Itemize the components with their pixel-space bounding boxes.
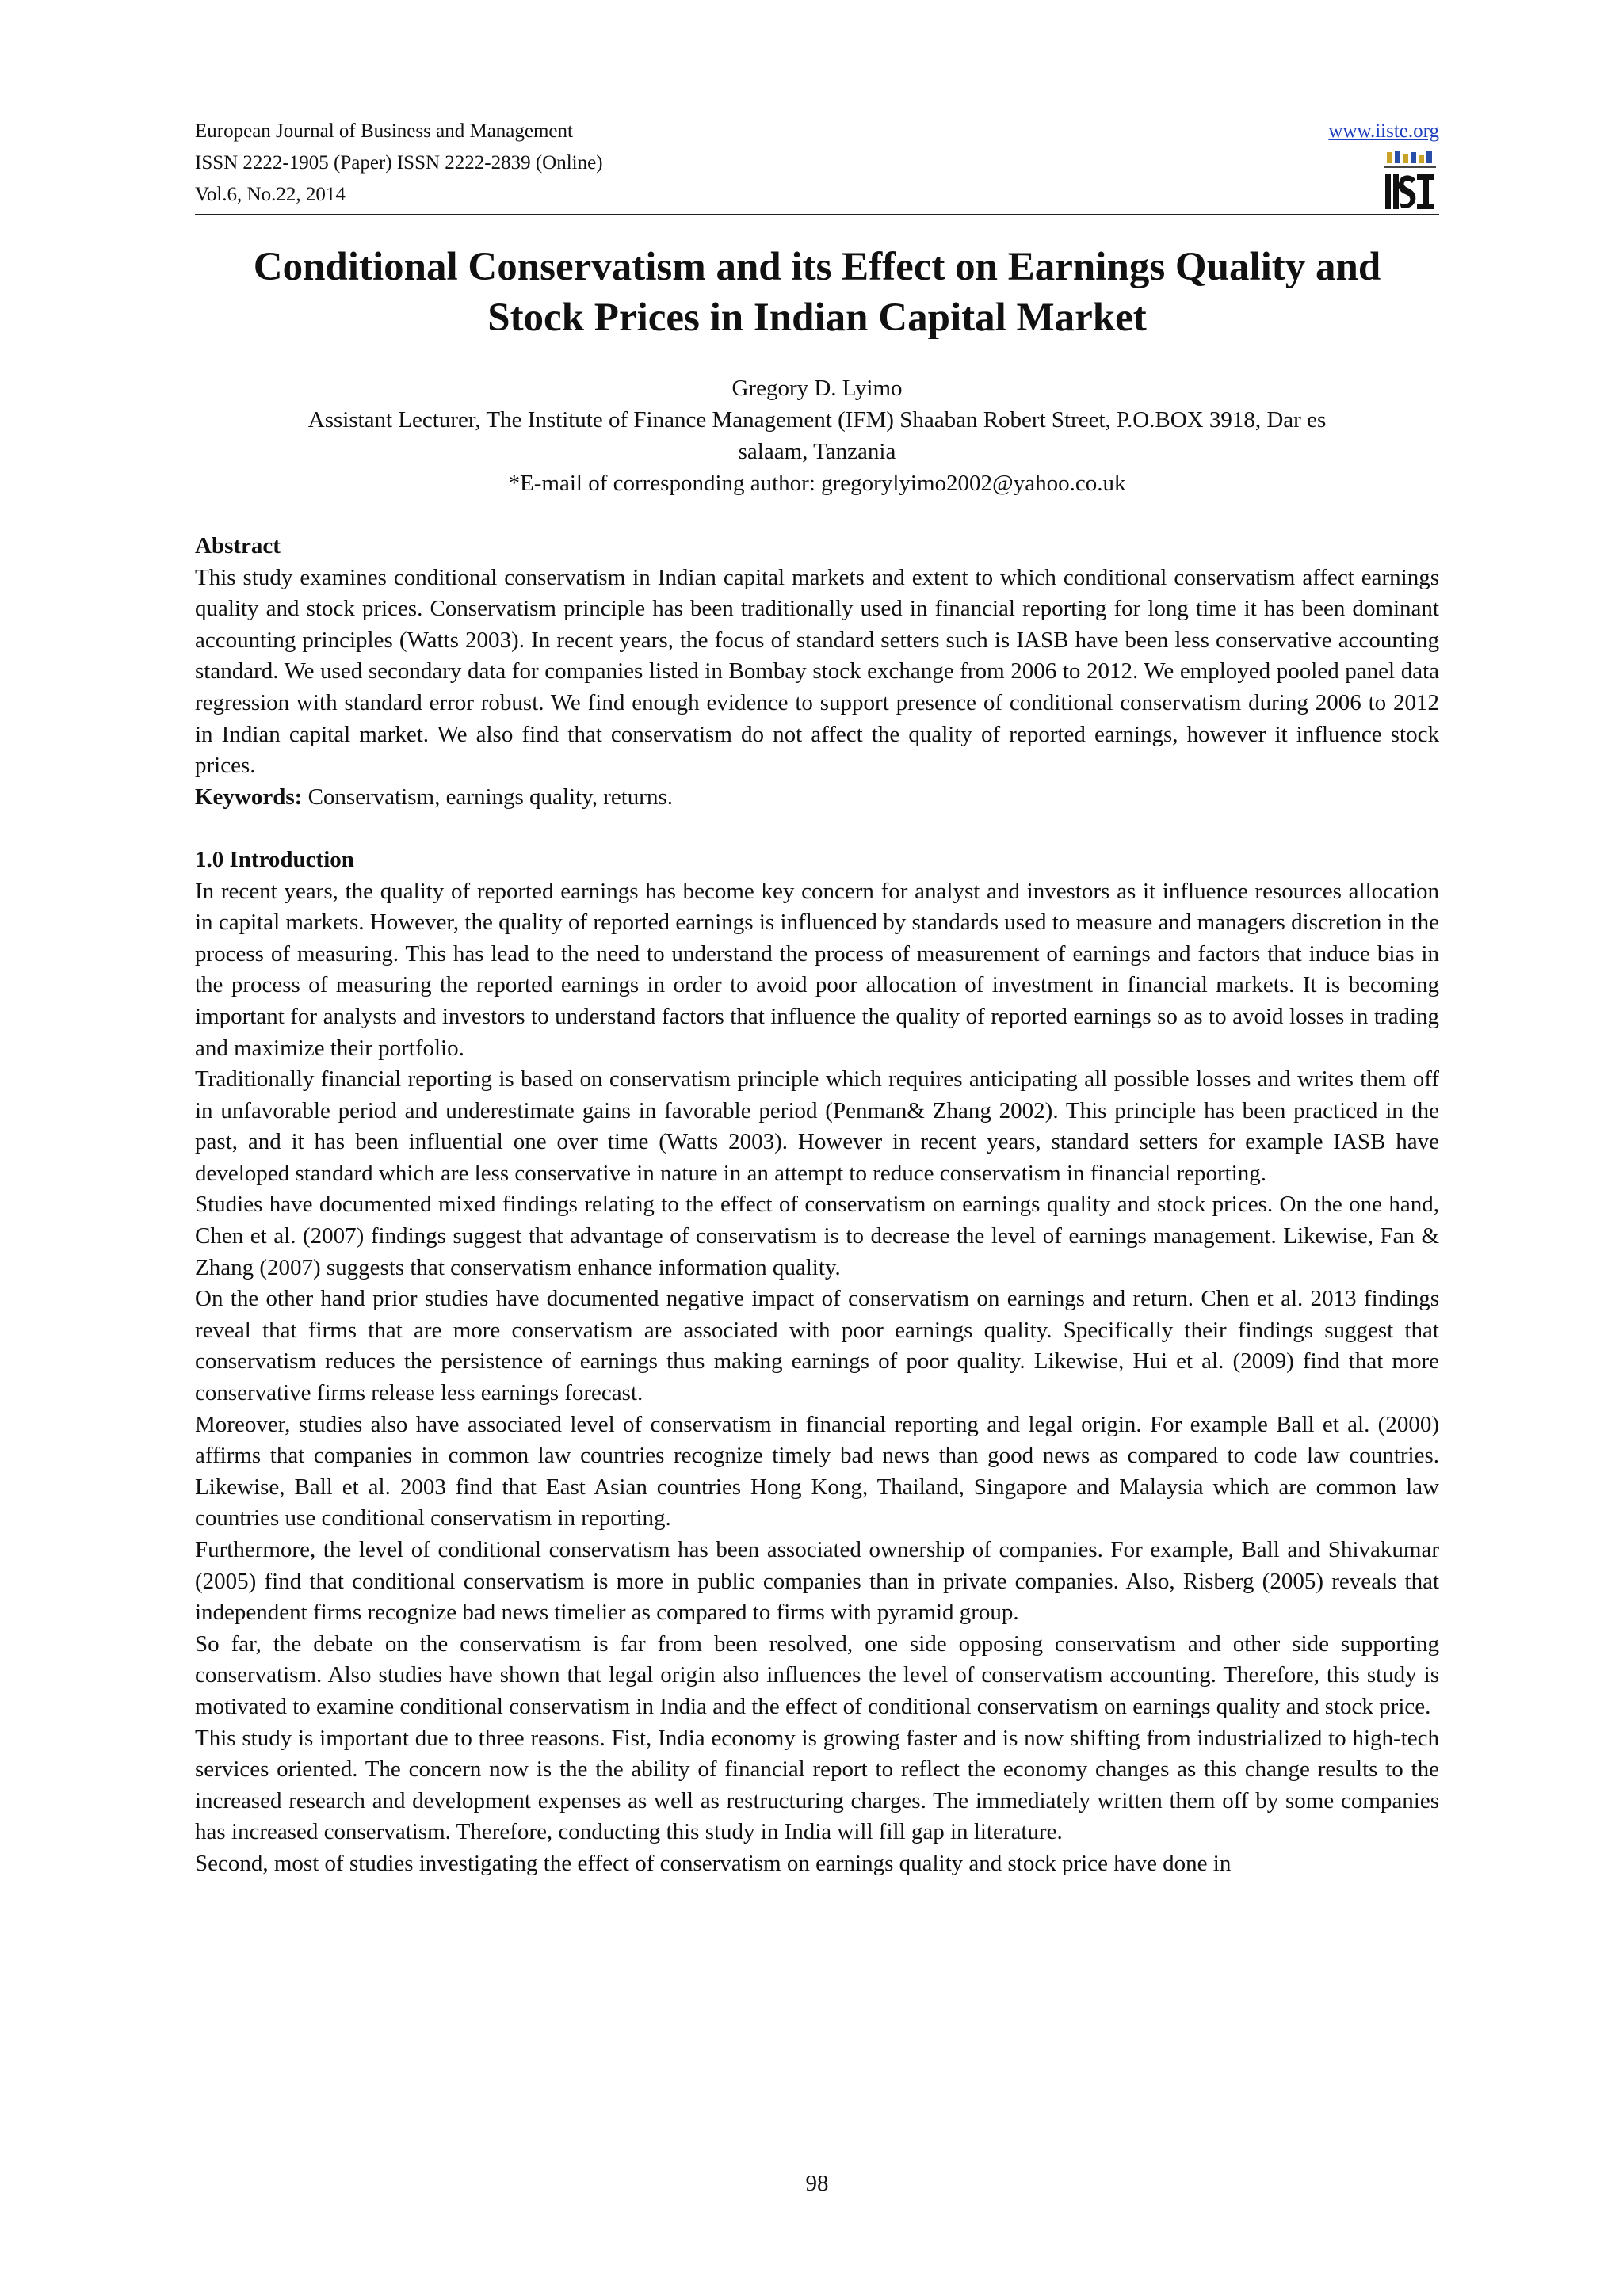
- journal-volume: Vol.6, No.22, 2014: [195, 184, 346, 205]
- abstract-heading: Abstract: [195, 533, 281, 559]
- author-affiliation-line-2: salaam, Tanzania: [738, 439, 896, 464]
- intro-paragraph-6: Furthermore, the level of conditional conservatism has been associated ownership of companies. For example, Ball and Shivakumar (2005) find that conditional conservatism is more in public companies than in private companies. Also, Risberg (2005) reveals that independent firms recognize bad news timelier as compared to firms with pyramid group.: [195, 1537, 1439, 1626]
- intro-paragraph-2: Traditionally financial reporting is based on conservatism principle which requires anticipating all possible losses and writes them off in unfavorable period and underestimate gains in favorable period (Penman& Zhang 2002). This principle has been practiced in the past, and it has been influential one over time (Watts 2003). However in recent years, standard setters for example IASB have developed standard which are less conservative in nature in an attempt to reduce conservatism in financial reporting.: [195, 1066, 1439, 1186]
- abstract-text: This study examines conditional conservatism in Indian capital markets and extent to which conditional conservatism affect earnings quality and stock prices. Conservatism principle has been traditionally used in financial reporting for long time it has been dominant accounting principles (Watts 2003). In recent years, the focus of standard setters such is IASB have been less conservative accounting standard. We used secondary data for companies listed in Bombay stock exchange from 2006 to 2012. We employed pooled panel data regression with standard error robust. We find enough evidence to support presence of conditional conservatism during 2006 to 2012 in Indian capital market. We also find that conservatism do not affect the quality of reported earnings, however it influence stock prices.: [195, 564, 1439, 779]
- intro-paragraph-8: This study is important due to three reasons. Fist, India economy is growing faster and is now shifting from industrialized to high-tech services oriented. The concern now is the the ability of financial report to reflect the economy changes as this change results to the increased research and development expenses as well as restructuring charges. The immediately written them off by some companies has increased conservatism. Therefore, conducting this study in India will fill gap in literature.: [195, 1725, 1439, 1845]
- introduction-heading: 1.0 Introduction: [195, 846, 354, 872]
- journal-issn: ISSN 2222-1905 (Paper) ISSN 2222-2839 (Online): [195, 152, 603, 174]
- paper-body: [195, 531, 1439, 1880]
- keywords-line: [195, 782, 1439, 814]
- keywords-label: Keywords:: [195, 784, 303, 810]
- author-affiliation-line-1: Assistant Lecturer, The Institute of Finance Management (IFM) Shaaban Robert Street, P.O.BOX 3918, Dar es: [307, 407, 1327, 433]
- journal-name: European Journal of Business and Management: [195, 120, 573, 142]
- intro-paragraph-3: Studies have documented mixed findings relating to the effect of conservatism on earnings quality and stock prices. On the one hand, Chen et al. (2007) findings suggest that advantage of conservatism is to decrease the level of earnings management. Likewise, Fan & Zhang (2007) suggests that conservatism enhance information quality.: [195, 1192, 1439, 1280]
- iiste-logo-icon: [1384, 151, 1436, 212]
- journal-header: [195, 116, 1439, 217]
- journal-url-link[interactable]: www.iiste.org: [1328, 120, 1439, 142]
- author-name: Gregory D. Lyimo: [731, 376, 903, 401]
- intro-paragraph-9: Second, most of studies investigating the effect of conservatism on earnings quality and stock price have done in: [195, 1850, 1232, 1876]
- paper-title-line-1: Conditional Conservatism and its Effect on Earnings Quality and: [253, 245, 1381, 289]
- keywords-text: Conservatism, earnings quality, returns.: [302, 784, 673, 810]
- paper-page: [195, 0, 1439, 2296]
- section-spacer: [195, 813, 1439, 845]
- intro-paragraph-1: In recent years, the quality of reported earnings has become key concern for analyst and investors as it influence resources allocation in capital markets. However, the quality of reported earnings is influenced by standards used to measure and managers discretion in the process of measuring. This has lead to the need to understand the process of measurement of earnings and factors that induce bias in the process of measuring the reported earnings in order to avoid poor allocation of investment in financial markets. It is becoming important for analysts and investors to understand factors that influence the quality of reported earnings so as to avoid losses in trading and maximize their portfolio.: [195, 878, 1439, 1061]
- page-number: 98: [805, 2171, 829, 2196]
- intro-paragraph-5: Moreover, studies also have associated level of conservatism in financial reporting and legal origin. For example Ball et al. (2000) affirms that companies in common law countries recognize timely bad news than good news as compared to code law countries. Likewise, Ball et al. 2003 find that East Asian countries Hong Kong, Thailand, Singapore and Malaysia which are common law countries use conditional conservatism in reporting.: [195, 1411, 1439, 1531]
- intro-paragraph-7: So far, the debate on the conservatism is far from been resolved, one side opposing conservatism and other side supporting conservatism. Also studies have shown that legal origin also influences the level of conservatism accounting. Therefore, this study is motivated to examine conditional conservatism in India and the effect of conditional conservatism on earnings quality and stock price.: [195, 1630, 1439, 1719]
- paper-title: [195, 242, 1439, 343]
- intro-paragraph-4: On the other hand prior studies have documented negative impact of conservatism on earnings and return. Chen et al. 2013 findings reveal that firms that are more conservatism are associated with poor earnings quality. Specifically their findings suggest that conservatism reduces the persistence of earnings thus making earnings of poor quality. Likewise, Hui et al. (2009) find that more conservative firms release less earnings forecast.: [195, 1286, 1439, 1406]
- author-email: *E-mail of corresponding author: gregorylyimo2002@yahoo.co.uk: [508, 471, 1126, 496]
- paper-title-line-2: Stock Prices in Indian Capital Market: [487, 296, 1147, 340]
- author-block: [195, 372, 1439, 499]
- header-divider: [195, 214, 1439, 215]
